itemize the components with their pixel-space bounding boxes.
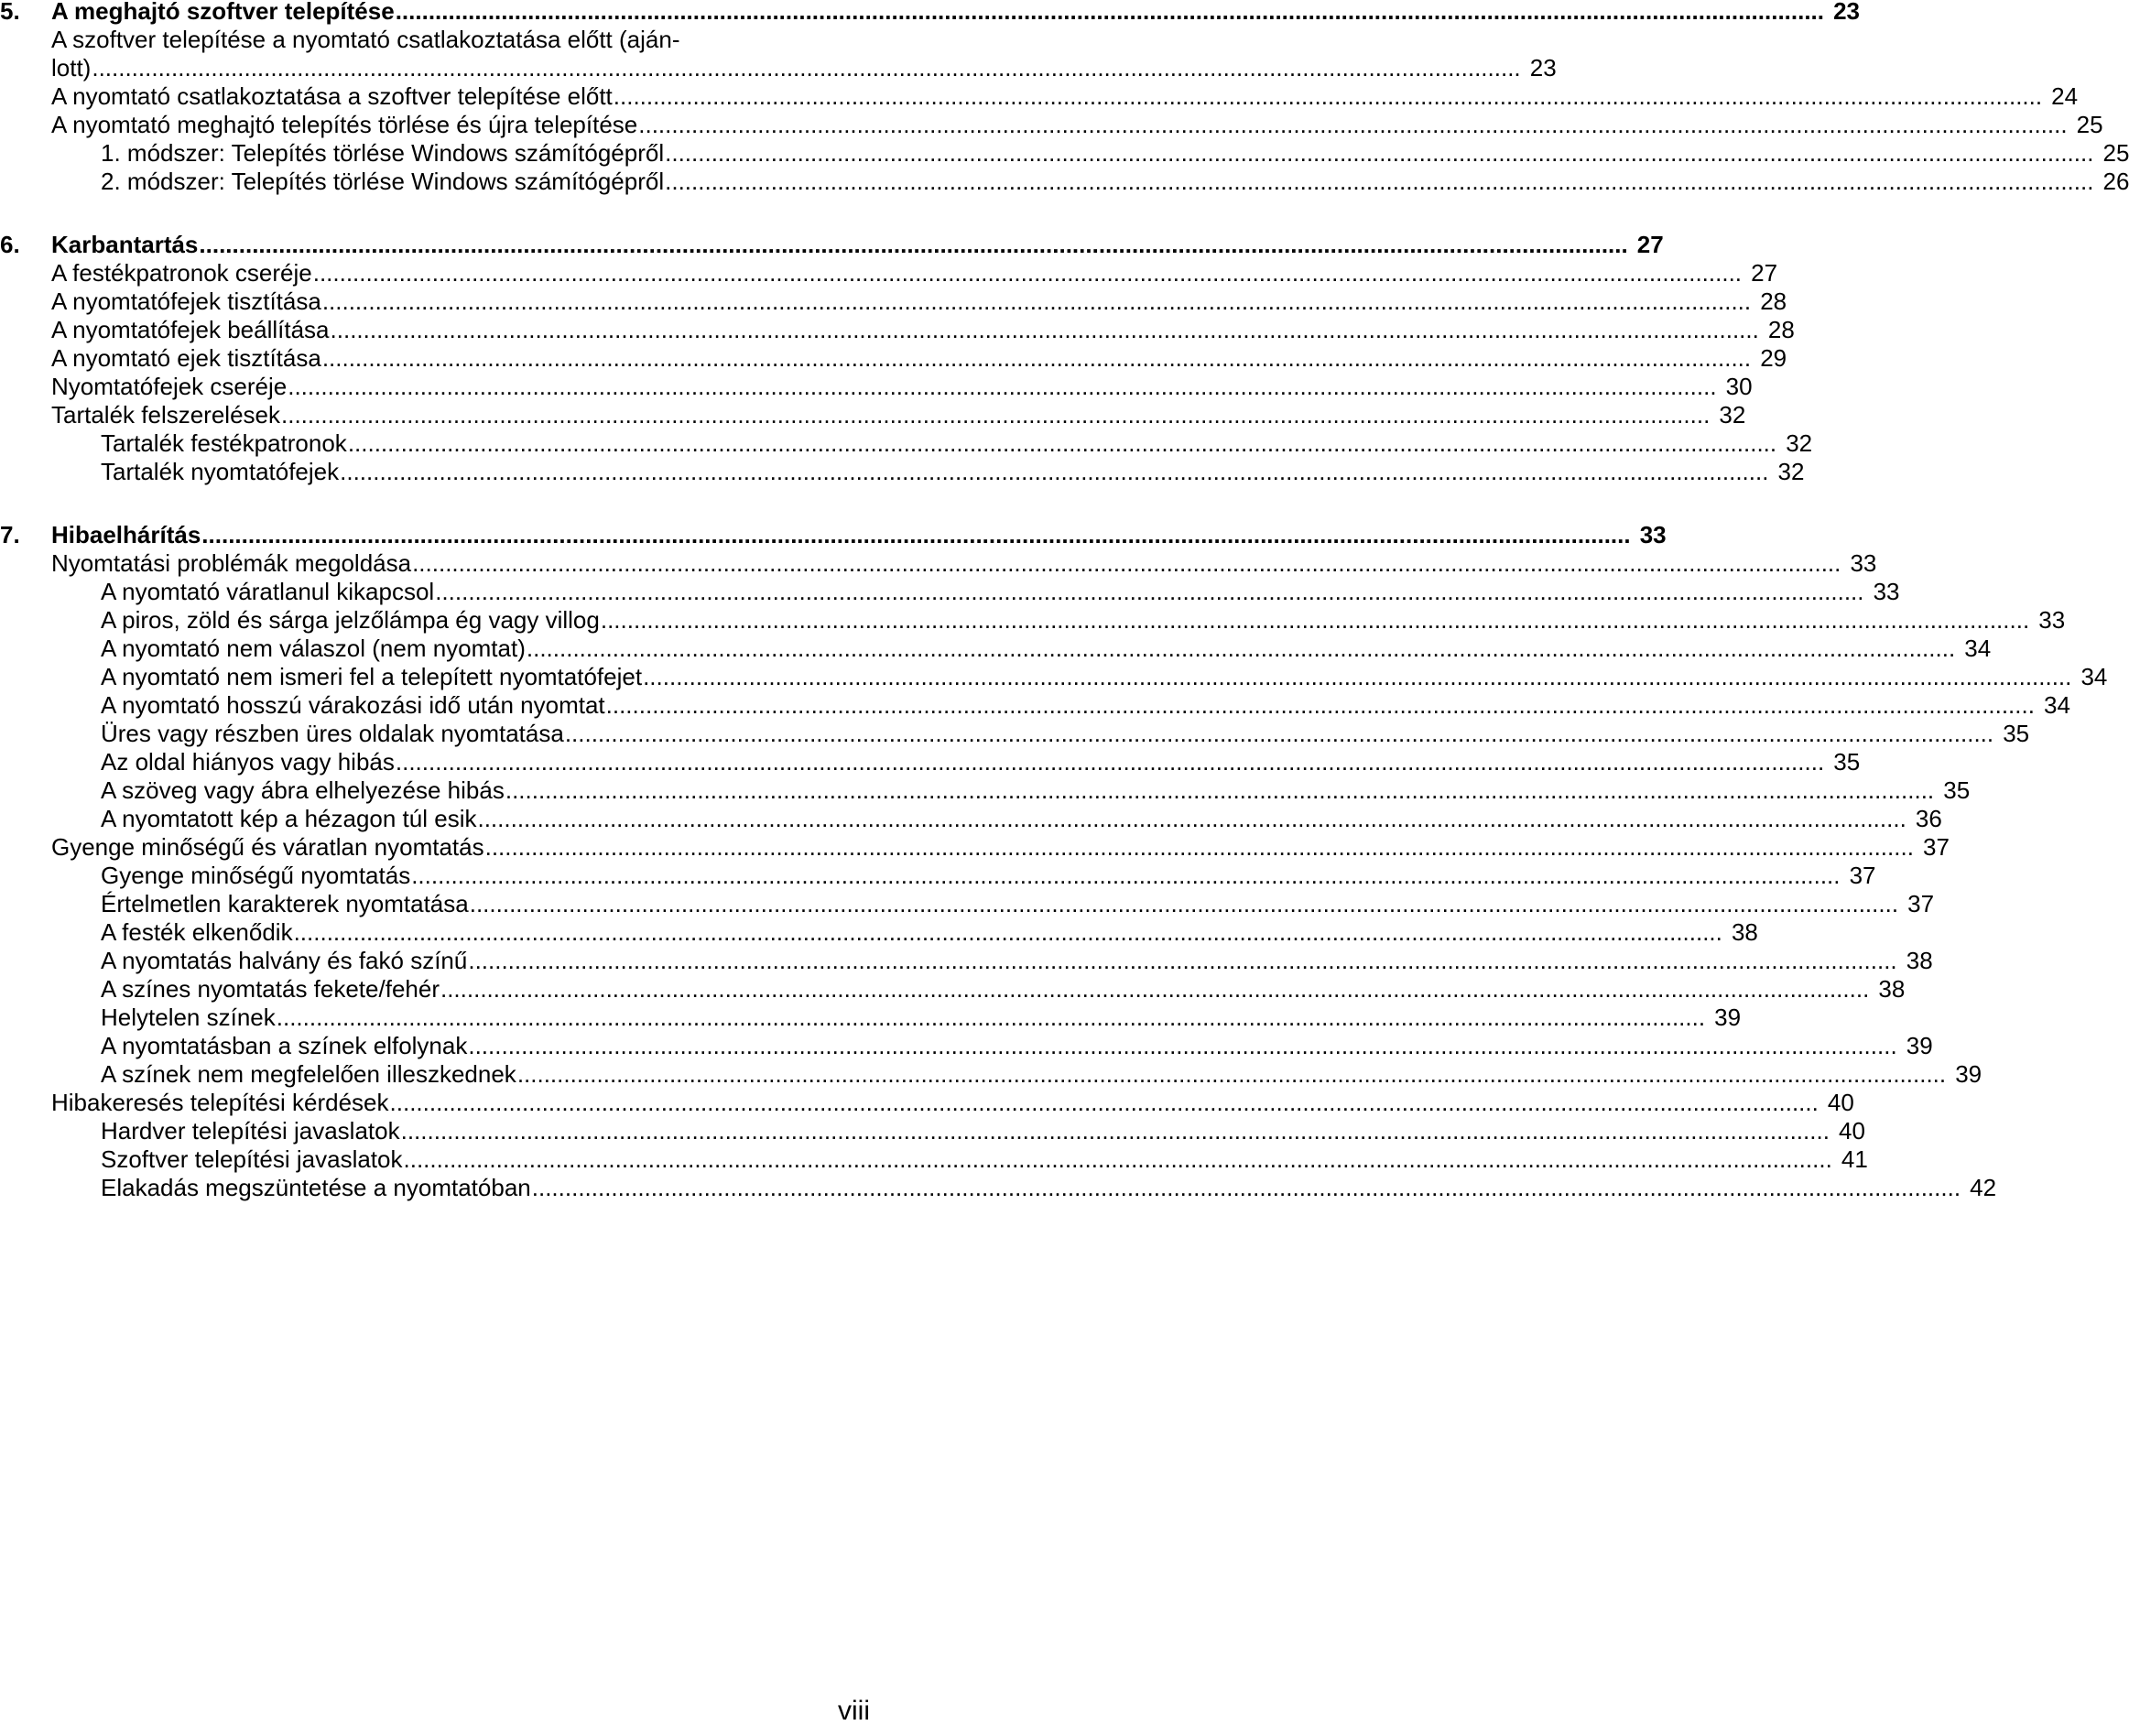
toc-chapter-heading[interactable] <box>0 231 1664 259</box>
toc-entry[interactable] <box>0 748 1861 776</box>
entry-page: 37 <box>1907 890 1935 917</box>
entry-page: 28 <box>1767 316 1795 343</box>
chapter-page: 27 <box>1636 231 1664 258</box>
toc-entry[interactable] <box>0 1060 1982 1089</box>
toc-entry[interactable] <box>0 139 2129 168</box>
dot-leader <box>92 54 1520 82</box>
toc-chapter-heading[interactable] <box>0 0 1861 26</box>
entry-page: 24 <box>2051 82 2079 110</box>
toc-entry[interactable] <box>0 1032 1933 1060</box>
entry-page: 34 <box>2080 663 2108 690</box>
dot-leader <box>527 635 1955 663</box>
entry-title: A nyomtató hosszú várakozási idő után nyomtat <box>101 691 605 719</box>
dot-leader <box>401 1117 1830 1145</box>
toc-entry[interactable] <box>0 82 2079 111</box>
dot-leader <box>396 0 1824 26</box>
entry-title: A nyomtató váratlanul kikapcsol <box>101 578 435 605</box>
dot-leader <box>390 1089 1819 1117</box>
toc-entry[interactable] <box>0 947 1933 975</box>
toc-entry[interactable] <box>0 918 1758 947</box>
entry-page: 25 <box>2076 111 2103 138</box>
entry-page: 32 <box>1719 401 1746 429</box>
entry-title: A nyomtatófejek beállítása <box>51 316 330 343</box>
entry-page: 27 <box>1751 259 1778 287</box>
dot-leader <box>665 139 2093 168</box>
entry-title-line1: A szoftver telepítése a nyomtató csatlakoztatása előtt (aján- <box>51 26 680 53</box>
toc-entry[interactable] <box>0 1004 1742 1032</box>
chapter-number: 6. <box>0 231 20 258</box>
entry-page: 33 <box>1850 549 1877 577</box>
entry-title: A nyomtató ejek tisztítása <box>51 344 321 372</box>
toc-entry[interactable] <box>0 373 1753 401</box>
dot-leader <box>396 748 1824 776</box>
entry-title: Gyenge minőségű és váratlan nyomtatás <box>51 833 484 861</box>
dot-leader <box>485 833 1914 862</box>
dot-leader <box>294 918 1722 947</box>
dot-leader <box>505 776 1934 805</box>
entry-page: 36 <box>1915 805 1942 832</box>
toc-entry[interactable] <box>0 316 1795 344</box>
toc-chapter-heading[interactable] <box>0 521 1667 549</box>
toc-entry[interactable] <box>0 578 1900 606</box>
dot-leader <box>404 1145 1832 1174</box>
entry-title: A nyomtató nem válaszol (nem nyomtat) <box>101 635 526 662</box>
entry-page: 38 <box>1731 918 1758 946</box>
toc-entry[interactable] <box>0 805 1942 833</box>
entry-title: 1. módszer: Telepítés törlése Windows számítógépről <box>101 139 665 167</box>
entry-title: Szoftver telepítési javaslatok <box>101 1145 403 1173</box>
entry-page: 34 <box>1964 635 1992 662</box>
entry-title: Értelmetlen karakterek nyomtatása <box>101 890 469 917</box>
dot-leader <box>288 373 1716 401</box>
section-gap <box>0 196 844 231</box>
toc-entry[interactable] <box>0 776 1971 805</box>
toc-entry[interactable] <box>0 691 2070 720</box>
dot-leader <box>638 111 2067 139</box>
entry-title: Gyenge minőségű nyomtatás <box>101 862 411 889</box>
dot-leader <box>440 975 1869 1004</box>
entry-page: 39 <box>1955 1060 1982 1088</box>
dot-leader <box>340 458 1768 486</box>
entry-page: 39 <box>1906 1032 1933 1059</box>
entry-page: 35 <box>2003 720 2030 747</box>
toc-entry[interactable] <box>0 429 1813 458</box>
entry-title: A nyomtató nem ismeri fel a telepített nyomtatófejet <box>101 663 643 690</box>
toc-entry[interactable] <box>0 833 1950 862</box>
entry-page: 40 <box>1827 1089 1854 1116</box>
chapter-title: Hibaelhárítás <box>51 521 201 548</box>
dot-leader <box>665 168 2093 196</box>
entry-title: Elakadás megszüntetése a nyomtatóban <box>101 1174 531 1201</box>
entry-title: Hibakeresés telepítési kérdések <box>51 1089 389 1116</box>
entry-page: 23 <box>1529 54 1557 81</box>
entry-title: A piros, zöld és sárga jelzőlámpa ég vagy villog <box>101 606 600 634</box>
entry-page: 32 <box>1786 429 1813 457</box>
dot-leader <box>412 549 1841 578</box>
page-number: viii <box>838 1696 870 1726</box>
toc-entry[interactable] <box>0 1117 1865 1145</box>
dot-leader <box>331 316 1759 344</box>
dot-leader <box>565 720 1993 748</box>
entry-title: Tartalék nyomtatófejek <box>101 458 340 485</box>
entry-page: 28 <box>1760 288 1787 315</box>
entry-page: 34 <box>2044 691 2070 719</box>
entry-title: A nyomtatott kép a hézagon túl esik <box>101 805 477 832</box>
entry-title: Tartalék felszerelések <box>51 401 280 429</box>
dot-leader <box>643 663 2071 691</box>
dot-leader <box>532 1174 1961 1202</box>
dot-leader <box>281 401 1710 429</box>
toc-entry[interactable] <box>0 1145 1868 1174</box>
dot-leader <box>322 344 1751 373</box>
entry-title: Az oldal hiányos vagy hibás <box>101 748 395 776</box>
entry-page: 32 <box>1777 458 1805 485</box>
dot-leader <box>199 231 1627 259</box>
dot-leader <box>322 288 1751 316</box>
dot-leader <box>348 429 1776 458</box>
entry-title: A nyomtató csatlakoztatása a szoftver telepítése előtt <box>51 82 613 110</box>
toc-section <box>0 0 2129 196</box>
toc-entry[interactable] <box>0 663 2108 691</box>
toc-entry[interactable] <box>0 26 1557 82</box>
toc-entry[interactable] <box>0 344 1787 373</box>
dot-leader <box>470 890 1898 918</box>
entry-page: 41 <box>1841 1145 1868 1173</box>
entry-page: 33 <box>1873 578 1900 605</box>
toc-entry[interactable] <box>0 862 1876 890</box>
entry-page: 25 <box>2102 139 2129 167</box>
dot-leader <box>477 805 1906 833</box>
entry-title: A nyomtatófejek tisztítása <box>51 288 321 315</box>
dot-leader <box>601 606 2029 635</box>
entry-title: A szöveg vagy ábra elhelyezése hibás <box>101 776 505 804</box>
dot-leader <box>411 862 1840 890</box>
dot-leader <box>517 1060 1946 1089</box>
toc-entry[interactable] <box>0 720 2030 748</box>
entry-title: Tartalék festékpatronok <box>101 429 347 457</box>
chapter-number: 5. <box>0 0 20 25</box>
entry-title: Nyomtatási problémák megoldása <box>51 549 412 577</box>
toc-section <box>0 521 2108 1202</box>
entry-title: A festék elkenődik <box>101 918 293 946</box>
entry-page: 35 <box>1943 776 1971 804</box>
toc-entry[interactable] <box>0 1174 1997 1202</box>
toc-entry[interactable] <box>0 890 1935 918</box>
entry-page: 42 <box>1970 1174 1997 1201</box>
entry-title: Helytelen színek <box>101 1004 276 1031</box>
entry-title: Hardver telepítési javaslatok <box>101 1117 400 1145</box>
toc-entry[interactable] <box>0 288 1787 316</box>
toc-entry[interactable] <box>0 259 1778 288</box>
dot-leader <box>313 259 1742 288</box>
toc-entry[interactable] <box>0 1089 1854 1117</box>
entry-title: Üres vagy részben üres oldalak nyomtatása <box>101 720 564 747</box>
dot-leader <box>201 521 1630 549</box>
section-gap <box>0 486 844 521</box>
dot-leader <box>435 578 1863 606</box>
entry-title: A színek nem megfelelően illeszkednek <box>101 1060 516 1088</box>
entry-title: A nyomtatás halvány és fakó színű <box>101 947 468 974</box>
dot-leader <box>468 947 1896 975</box>
entry-page: 37 <box>1923 833 1950 861</box>
entry-page: 29 <box>1760 344 1787 372</box>
entry-page: 38 <box>1906 947 1933 974</box>
toc-section <box>0 231 1813 486</box>
toc-entry[interactable] <box>0 549 1877 578</box>
entry-title: A nyomtatásban a színek elfolynak <box>101 1032 468 1059</box>
toc-entry[interactable] <box>0 168 2129 196</box>
entry-title: A nyomtató meghajtó telepítés törlése és újra telepítése <box>51 111 638 138</box>
entry-title: lott) <box>51 54 92 81</box>
toc-entry[interactable] <box>0 606 2066 635</box>
entry-page: 39 <box>1714 1004 1742 1031</box>
toc-entry[interactable] <box>0 111 2103 139</box>
entry-page: 35 <box>1833 748 1861 776</box>
entry-title: Nyomtatófejek cseréje <box>51 373 288 400</box>
entry-page: 30 <box>1725 373 1753 400</box>
chapter-page: 23 <box>1833 0 1861 25</box>
chapter-page: 33 <box>1639 521 1667 548</box>
entry-page: 40 <box>1839 1117 1865 1145</box>
entry-title: A festékpatronok cseréje <box>51 259 312 287</box>
toc-entry[interactable] <box>0 401 1746 429</box>
toc-entry[interactable] <box>0 975 1906 1004</box>
dot-leader <box>277 1004 1705 1032</box>
entry-page: 33 <box>2038 606 2066 634</box>
dot-leader <box>606 691 2035 720</box>
entry-title: 2. módszer: Telepítés törlése Windows számítógépről <box>101 168 665 195</box>
chapter-title: A meghajtó szoftver telepítése <box>51 0 395 25</box>
dot-leader <box>614 82 2042 111</box>
entry-page: 37 <box>1849 862 1876 889</box>
chapter-title: Karbantartás <box>51 231 199 258</box>
entry-page: 26 <box>2102 168 2129 195</box>
dot-leader <box>468 1032 1896 1060</box>
entry-page: 38 <box>1878 975 1906 1003</box>
toc-entry[interactable] <box>0 458 1805 486</box>
chapter-number: 7. <box>0 521 20 548</box>
toc-entry[interactable] <box>0 635 1992 663</box>
entry-title: A színes nyomtatás fekete/fehér <box>101 975 440 1003</box>
